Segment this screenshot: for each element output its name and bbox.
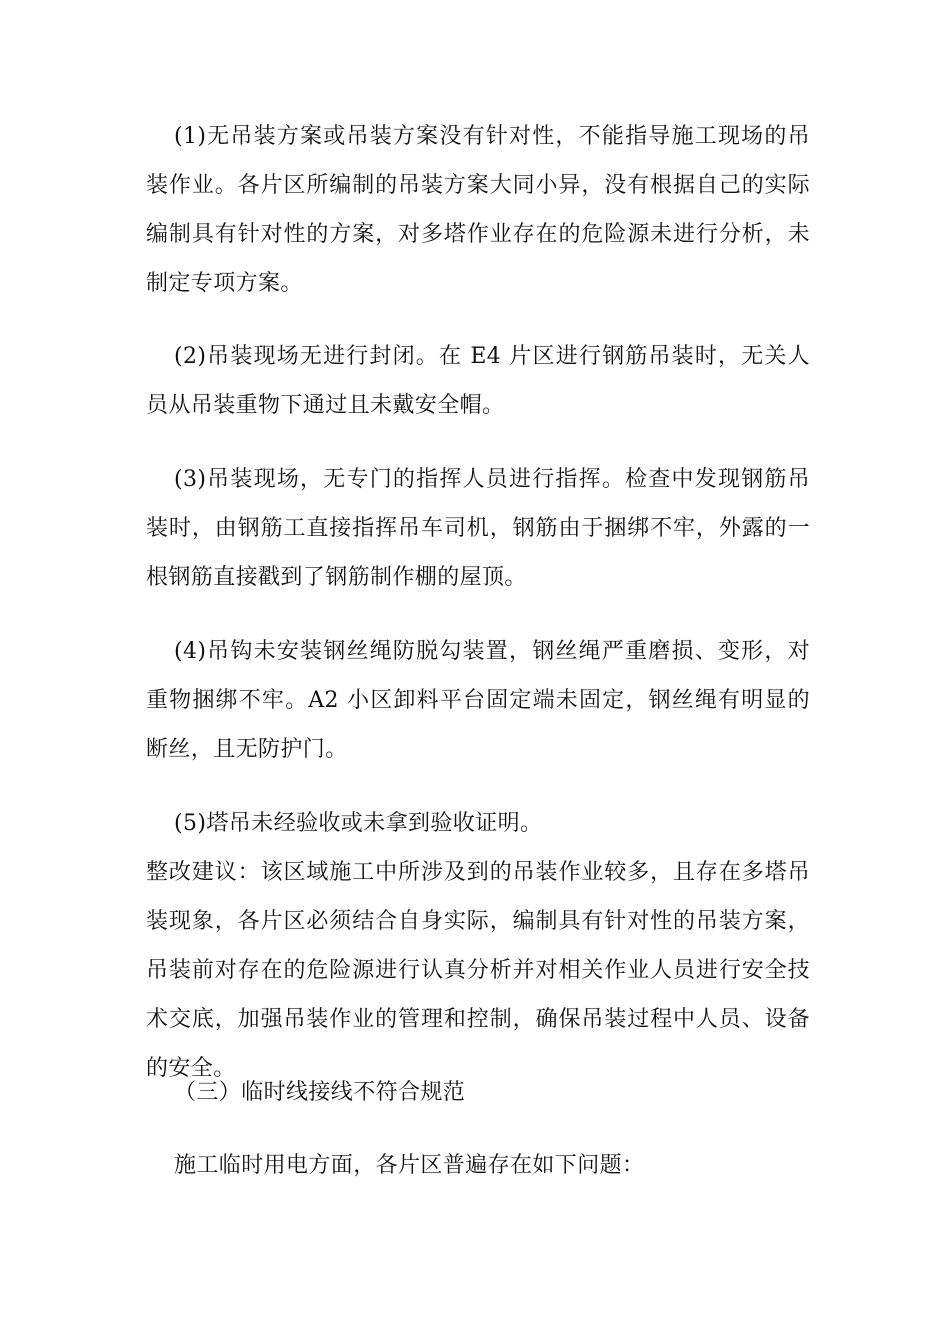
rectification-suggestion: 整改建议：该区域施工中所涉及到的吊装作业较多，且存在多塔吊装现象，各片区必须结合自身实际，编制具有针对性的吊装方案，吊装前对存在的危险源进行认真分析并对相关作业人员进行安全技术交底，加强吊装作业的管理和控制，确保吊装过程中人员、设备的安全。	[146, 860, 810, 1081]
section-intro: 施工临时用电方面，各片区普遍存在如下问题：	[174, 1153, 645, 1178]
paragraph-item-2: (2)吊装现场无进行封闭。在 E4 片区进行钢筋吊装时，无关人员从吊装重物下通过且未戴安全帽。	[146, 344, 810, 418]
paragraph-item-4: (4)吊钩未安装钢丝绳防脱勾装置，钢丝绳严重磨损、变形，对重物捆绑不牢。A2 小区卸料平台固定端未固定，钢丝绳有明显的断丝，且无防护门。	[146, 639, 810, 762]
paragraph-item-3: (3)吊装现场，无专门的指挥人员进行指挥。检查中发现钢筋吊装时，由钢筋工直接指挥吊车司机，钢筋由于捆绑不牢，外露的一根钢筋直接戳到了钢筋制作棚的屋顶。	[146, 467, 810, 590]
paragraph-item-1: (1)无吊装方案或吊装方案没有针对性，不能指导施工现场的吊装作业。各片区所编制的吊装方案大同小异，没有根据自己的实际编制具有针对性的方案，对多塔作业存在的危险源未进行分析，未制定专项方案。	[146, 124, 810, 296]
section-heading: （三）临时线接线不符合规范	[174, 1080, 466, 1105]
paragraph-item-5: (5)塔吊未经验收或未拿到验收证明。	[174, 811, 543, 836]
